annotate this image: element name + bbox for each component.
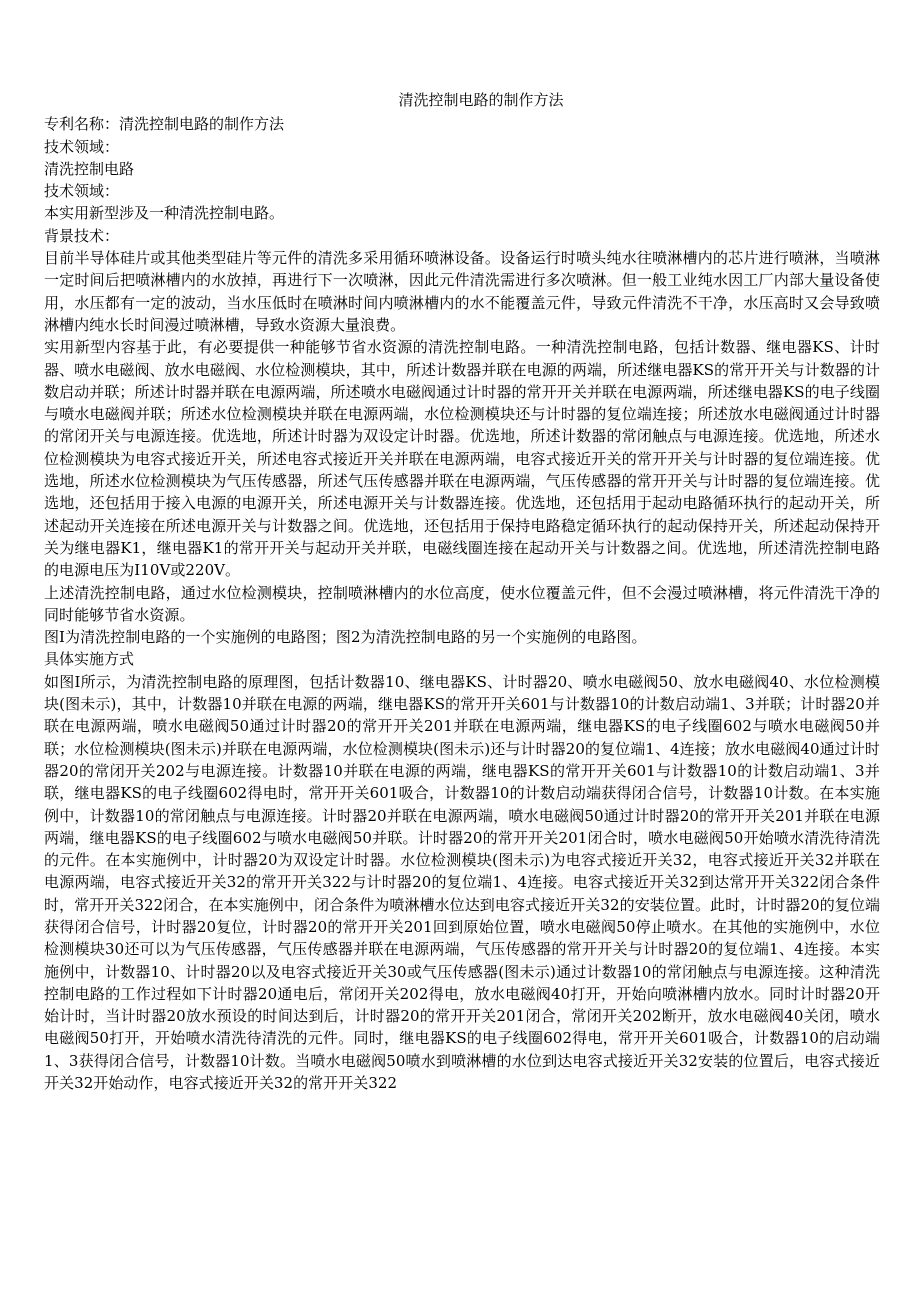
field-value: 清洗控制电路 bbox=[44, 159, 135, 178]
page-bottom-margin bbox=[0, 1190, 920, 1302]
background-heading: 背景技术： bbox=[44, 226, 120, 245]
embodiment-paragraph: 如图I所示，为清洗控制电路的原理图，包括计数器10、继电器KS、计时器20、喷水电磁阀50、放水电磁阀40、水位检测模块(图未示)，其中，计数器10并联在电源的两端，继电器KS的常开开关601与计数器10的计数启动端1、3并联；计时器20并联在电源两端，喷水电磁阀50通过计时器20的常开开关201并联在电源两端，继电器KS的电子线圈602与喷水电磁阀50并联；水位检测模块(图未示)并联在电源两端，水位检测模块(图未示)还与计时器20的复位端1、4连接；放水电磁阀40通过计时器20的常闭开关202与电源连接。计数器10并联在电源的两端，继电器KS的常开开关601与计数器10的计数启动端1、3并联，继电器KS的电子线圈602得电时，常开开关601吸合，计数器10的计数启动端获得闭合信号，计数器10计数。在本实施例中，计数器10的常闭触点与电源连接。计时器20并联在电源两端，喷水电磁阀50通过计时器20的常开开关201并联在电源两端，继电器KS的电子线圈602与喷水电磁阀50并联。计时器20的常开开关201闭合时，喷水电磁阀50开始喷水清洗待清洗的元件。在本实施例中，计时器20为双设定计时器。水位检测模块(图未示)为电容式接近开关32，电容式接近开关32并联在电源两端，电容式接近开关32的常开开关322与计时器20的复位端1、4连接。电容式接近开关32到达常开开关322闭合条件时，常开开关322闭合，在本实施例中，闭合条件为喷淋槽水位达到电容式接近开关32的安装位置。此时，计时器20的复位端获得闭合信号，计时器20复位，计时器20的常开开关201回到原始位置，喷水电磁阀50停止喷水。在其他的实施例中，水位检测模块30还可以为气压传感器，气压传感器并联在电源两端，气压传感器的常开开关与计时器20的复位端1、4连接。本实施例中，计数器10、计时器20以及电容式接近开关30或气压传感器(图未示)通过计数器10的常闭触点与电源连接。这种清洗控制电路的工作过程如下计时器20通电后，常闭开关202得电，放水电磁阀40打开，开始向喷淋槽内放水。同时计时器20开始计时，当计时器20放水预设的时间达到后，计时器20的常开开关201闭合，常闭开关202断开，放水电磁阀40关闭，喷水电磁阀50打开，开始喷水清洗待清洗的元件。同时，继电器KS的电子线圈602得电，常开开关601吸合，计数器10的启动端1、3获得闭合信号，计数器10计数。当喷水电磁阀50喷水到喷淋槽的水位到达电容式接近开关32安装的位置后，电容式接近开关32开始动作，电容式接近开关32的常开开关322 bbox=[44, 672, 880, 1093]
content-paragraph: 实用新型内容基于此，有必要提供一种能够节省水资源的清洗控制电路。一种清洗控制电路，包括计数器、继电器KS、计时器、喷水电磁阀、放水电磁阀、水位检测模块，其中，所述计数器并联在电源的两端，所述继电器KS的常开开关与计数器的计数启动并联；所述计时器并联在电源两端，所述喷水电磁阀通过计时器的常开开关并联在电源两端，所述继电器KS的电子线圈与喷水电磁阀并联；所述水位检测模块并联在电源两端，水位检测模块还与计时器的复位端连接；所述放水电磁阀通过计时器的常闭开关与电源连接。优选地，所述计时器为双设定计时器。优选地，所述计数器的常闭触点与电源连接。优选地，所述水位检测模块为电容式接近开关，所述电容式接近开关并联在电源两端，电容式接近开关的常开开关与计时器的复位端连接。优选地，所述水位检测模块为气压传感器，所述气压传感器并联在电源两端，气压传感器的常开开关与计时器的复位端连接。优选地，还包括用于接入电源的电源开关，所述电源开关与计数器连接。优选地，还包括用于起动电路循环执行的起动开关，所述起动开关连接在所述电源开关与计数器之间。优选地，还包括用于保持电路稳定循环执行的起动保持开关，所述起动保持开关为继电器K1，继电器K1的常开开关与起动开关并联，电磁线圈连接在起动开关与计数器之间。优选地，所述清洗控制电路的电源电压为I10V或220V。 bbox=[44, 338, 880, 580]
field-description: 本实用新型涉及一种清洗控制电路。 bbox=[44, 204, 285, 223]
figure-description: 图I为清洗控制电路的一个实施例的电路图；图2为清洗控制电路的另一个实施例的电路图。 bbox=[44, 628, 647, 647]
document-title: 清洗控制电路的制作方法 bbox=[398, 91, 564, 109]
field-heading: 技术领域： bbox=[44, 137, 120, 156]
summary-paragraph: 上述清洗控制电路，通过水位检测模块，控制喷淋槽内的水位高度，使水位覆盖元件，但不会漫过喷淋槽，将元件清洗干净的同时能够节省水资源。 bbox=[44, 583, 880, 624]
field-heading-second: 技术领域： bbox=[44, 182, 120, 201]
background-paragraph: 目前半导体硅片或其他类型硅片等元件的清洗多采用循环喷淋设备。设备运行时喷头纯水往喷淋槽内的芯片进行喷淋，当喷淋一定时间后把喷淋槽内的水放掉，再进行下一次喷淋，因此元件清洗需进行多次喷淋。但一般工业纯水因工厂内部大量设备使用，水压都有一定的波动，当水压低时在喷淋时间内喷淋槽内的水不能覆盖元件，导致元件清洗不干净，水压高时又会导致喷淋槽内纯水长时间漫过喷淋槽，导致水资源大量浪费。 bbox=[44, 249, 880, 334]
embodiment-heading: 具体实施方式 bbox=[44, 650, 135, 669]
document-page bbox=[44, 89, 880, 1094]
patent-name: 专利名称：清洗控制电路的制作方法 bbox=[44, 115, 285, 134]
